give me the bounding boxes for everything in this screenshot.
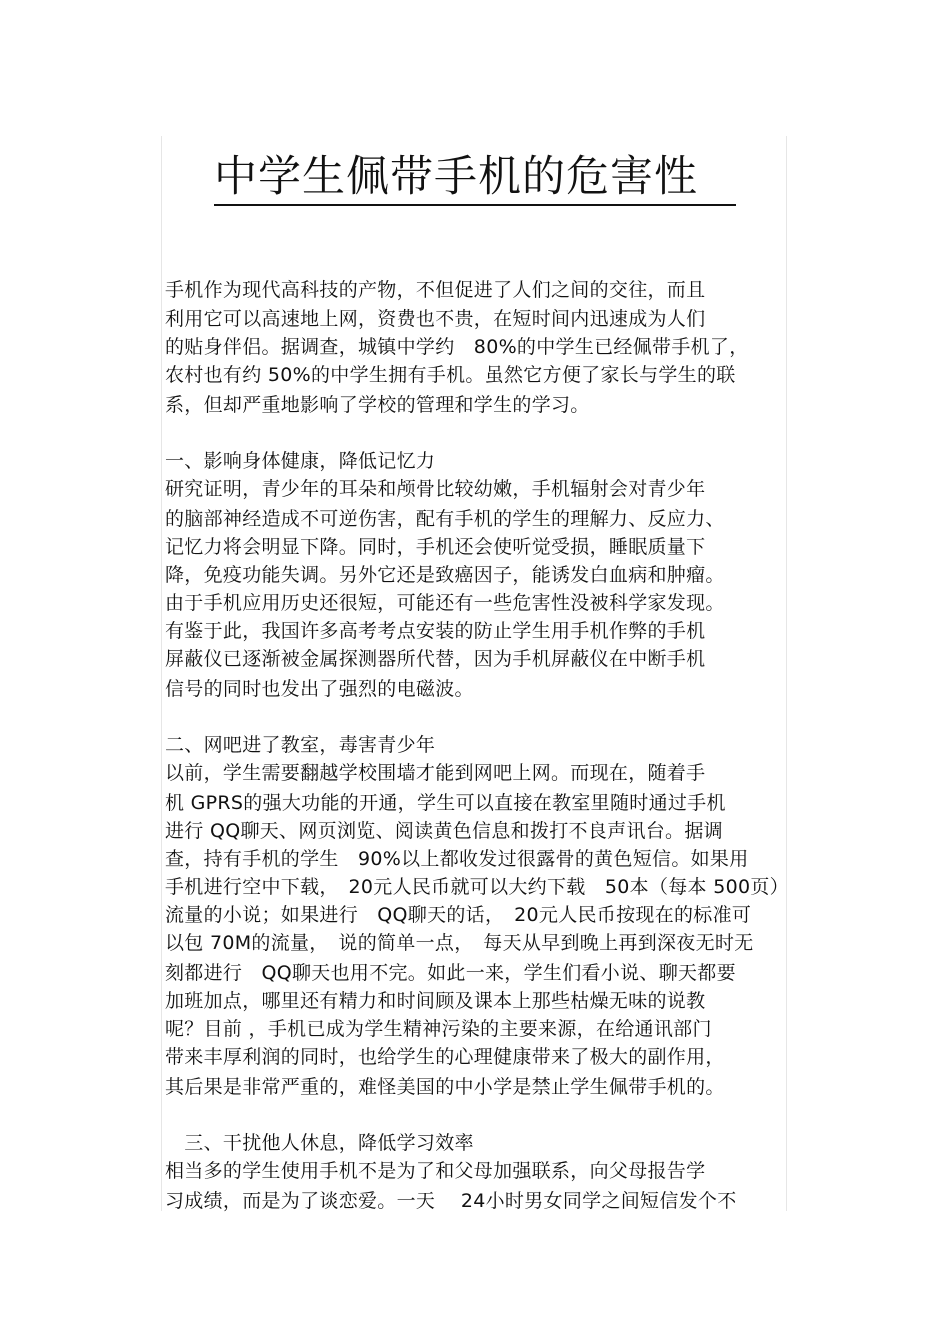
body-line: 研究证明，青少年的耳朵和颅骨比较幼嫩，手机辐射会对青少年 xyxy=(165,478,706,500)
body-line: 利用它可以高速地上网，资费也不贵，在短时间内迅速成为人们 xyxy=(165,308,706,330)
body-line: 加班加点，哪里还有精力和时间顾及课本上那些枯燥无味的说教 xyxy=(165,990,706,1012)
body-line: 进行 QQ聊天、网页浏览、阅读黄色信息和拨打不良声讯台。据调 xyxy=(165,820,723,842)
body-line: 呢？目前 ，手机已成为学生精神污染的主要来源，在给通讯部门 xyxy=(165,1018,712,1040)
body-line: 屏蔽仪已逐渐被金属探测器所代替，因为手机屏蔽仪在中断手机 xyxy=(165,648,706,670)
body-line: 系，但却严重地影响了学校的管理和学生的学习。 xyxy=(165,394,590,416)
page-border-left xyxy=(161,136,162,1211)
body-line: 其后果是非常严重的，难怪美国的中小学是禁止学生佩带手机的。 xyxy=(165,1076,725,1098)
body-line: 信号的同时也发出了强烈的电磁波。 xyxy=(165,678,474,700)
body-line: 刻都进行 QQ聊天也用不完。如此一来，学生们看小说、聊天都要 xyxy=(165,962,736,984)
document-title: 中学生佩带手机的危害性 xyxy=(214,152,736,206)
body-line: 流量的小说；如果进行 QQ聊天的话， 20元人民币按现在的标准可 xyxy=(165,904,752,926)
section-heading-1: 一、影响身体健康，降低记忆力 xyxy=(165,450,436,472)
section-heading-3: 三、干扰他人休息，降低学习效率 xyxy=(165,1132,474,1154)
body-line: 由于手机应用历史还很短，可能还有一些危害性没被科学家发现。 xyxy=(165,592,725,614)
body-line: 查，持有手机的学生 90%以上都收发过很露骨的黄色短信。如果用 xyxy=(165,848,749,870)
body-line: 相当多的学生使用手机不是为了和父母加强联系，向父母报告学 xyxy=(165,1160,706,1182)
body-line: 以前，学生需要翻越学校围墙才能到网吧上网。而现在，随着手 xyxy=(165,762,706,784)
body-line: 以包 70M的流量， 说的简单一点， 每天从早到晚上再到深夜无时无 xyxy=(165,932,754,954)
page-border-right xyxy=(786,136,787,1211)
body-line: 农村也有约 50%的中学生拥有手机。虽然它方便了家长与学生的联 xyxy=(165,364,736,386)
body-line: 记忆力将会明显下降。同时，手机还会使听觉受损，睡眠质量下 xyxy=(165,536,706,558)
body-line: 有鉴于此，我国许多高考考点安装的防止学生用手机作弊的手机 xyxy=(165,620,706,642)
body-line: 习成绩，而是为了谈恋爱。一天 24小时男女同学之间短信发个不 xyxy=(165,1190,737,1212)
body-line: 的贴身伴侣。据调查，城镇中学约 80%的中学生已经佩带手机了， xyxy=(165,336,749,358)
body-line: 手机作为现代高科技的产物，不但促进了人们之间的交往，而且 xyxy=(165,279,706,301)
body-line: 机 GPRS的强大功能的开通，学生可以直接在教室里随时通过手机 xyxy=(165,792,726,814)
body-line: 的脑部神经造成不可逆伤害，配有手机的学生的理解力、反应力、 xyxy=(165,508,725,530)
section-heading-2: 二、网吧进了教室，毒害青少年 xyxy=(165,734,436,756)
body-line: 手机进行空中下载， 20元人民币就可以大约下载 50本（每本 500页） xyxy=(165,876,789,898)
body-line: 带来丰厚利润的同时，也给学生的心理健康带来了极大的副作用， xyxy=(165,1046,725,1068)
body-line: 降，免疫功能失调。另外它还是致癌因子，能诱发白血病和肿瘤。 xyxy=(165,564,725,586)
